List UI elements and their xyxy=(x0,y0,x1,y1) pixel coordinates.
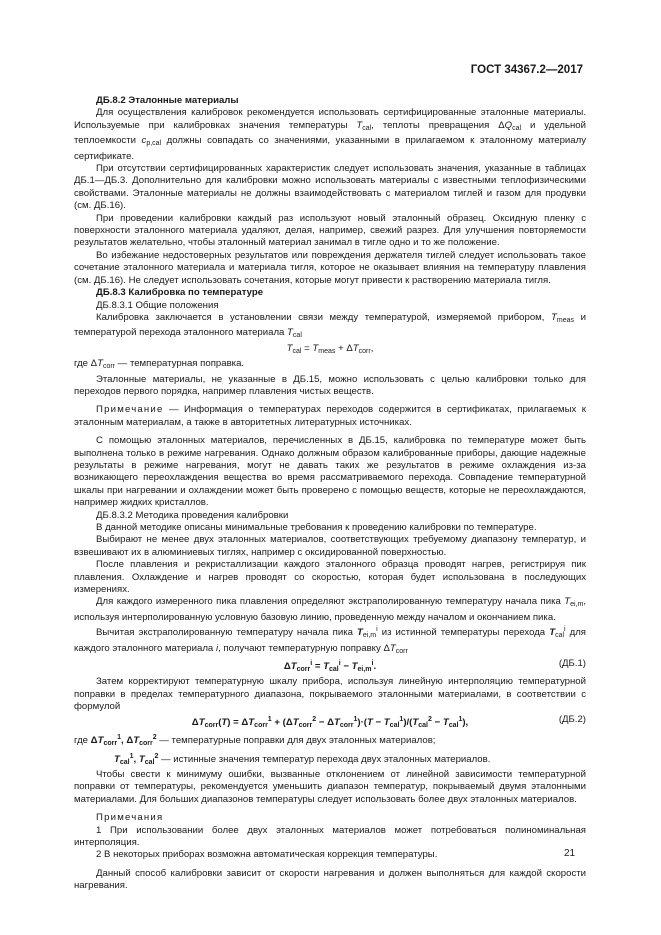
paragraph: Для каждого измеренного пика плавления определяют экстраполированную температуру начала пика $T_{ei,m}$, используя интерполированную условную базовую линию, проведенную между началом и окончанием пика. xyxy=(74,596,586,623)
paragraph: После плавления и рекристаллизации каждого эталонного образца проводят нагрев, регистрируя пик плавления. Охлаждение и нагрев проводят со скоростью, которая будет использована в последующих измерениях. xyxy=(74,559,586,596)
paragraph: Вычитая экстраполированную температуру начала пика $T_{ei,m}^i$ из истинной температуры перехода $T_{cal}^i$ для каждого эталонного материала i, получают температурную поправку $\Delta T_{corr}$ xyxy=(74,626,587,655)
equation: $T_{cal} = T_{meas} + \Delta T_{corr}$, xyxy=(286,342,374,355)
where-clause: где $\Delta T_{corr}$ — температурная поправка. xyxy=(74,358,245,371)
note-item: 2 В некоторых приборах возможна автоматическая коррекция температуры. xyxy=(96,849,438,861)
where-clause: где $\Delta T_{corr}^1$, $\Delta T_{corr}^2$ — температурные поправки для двух эталонных материалов; xyxy=(74,734,436,748)
equation-db1: $\Delta T_{corr}^i = T_{cal}^i - T_{ei,m}^i$. (ДБ.1) xyxy=(283,658,586,674)
paragraph: Для осуществления калибровок рекомендуется использовать сертифицированные эталонные материалы. Используемые при калибровках значения температуры $T_{cal}$, теплоты превращения $\Delta Q_{cal}$ и удельной теплоемкости $c_{p,cal}$ должны совпадать со значениями, указанными в прилагаемом к эталонному материалу сертификате. xyxy=(74,107,586,162)
page-content xyxy=(74,95,586,893)
paragraph: Чтобы свести к минимуму ошибки, вызванные отклонением от линейной зависимости температурной поправки от температуры, рекомендуется уменьшить диапазон температур, покрываемый двумя эталонными материалами. Для больших диапазонов температуры следует использовать более двух эталонных материалов. xyxy=(74,768,586,805)
paragraph: Калибровка заключается в установлении связи между температурой, измеряемой прибором, $T_{meas}$ и температурой перехода эталонного материала $T_{cal}$ xyxy=(74,311,587,340)
notes-label: Примечания xyxy=(96,812,164,824)
subsection-title: ДБ.8.3.2 Методика проведения калибровки xyxy=(96,509,289,521)
subsection-title: ДБ.8.3.1 Общие положения xyxy=(96,299,219,311)
paragraph: При отсутствии сертифицированных характеристик следует использовать значения, указанные в таблицах ДБ.1—ДБ.3. Дополнительно для калибровки можно использовать материалы с известными теплофизическими свойствами. Эталонные материалы не должны взаимодействовать с материалом тиглей и газом для продувки (см. ДБ.16). xyxy=(74,163,586,212)
equation-number: (ДБ.1) xyxy=(558,658,586,670)
page-number: 21 xyxy=(564,848,576,859)
note-item: 1 При использовании более двух эталонных материалов может потребоваться полиноминальная интерполяция. xyxy=(74,824,586,848)
paragraph: При проведении калибровки каждый раз используют новый эталонный образец. Оксидную пленку с поверхности эталонного материала удаляют, делая, например, свежий разрез. Для улучшения повторяемости результатов желательно, чтобы эталонный материал занимал в тигле одно и то же положение. xyxy=(74,212,586,249)
paragraph: Данный способ калибровки зависит от скорости нагревания и должен выполняться для каждой скорости нагревания. xyxy=(74,867,586,892)
paragraph: Затем корректируют температурную шкалу прибора, используя линейную интерполяцию температурной поправки в пределах температурного диапазона, покрываемого эталонными материалами, в соответствии с формулой xyxy=(74,676,586,713)
paragraph: Выбирают не менее двух эталонных материалов, соответствующих требуемому диапазону температур, и взвешивают их в алюминиевых тиглях, например с оксидированной поверхностью. xyxy=(74,534,586,558)
equation-db2: $\Delta T_{corr}(T) = \Delta T_{corr}^1 + (\Delta T_{corr}^2 - \Delta T_{corr}^1)\cdot(T - T_{cal}^1)/(T_{cal}^2 - T_{cal}^1)$, (ДБ.2) xyxy=(191,713,586,729)
section-title: ДБ.8.3 Калибровка по температуре xyxy=(96,287,264,299)
note: Примечание — Информация о температурах переходов содержится в сертификатах, прилагаемых к эталонным материалам, а также в авторитетных литературных источниках. xyxy=(74,404,586,428)
section-title: ДБ.8.2 Эталонные материалы xyxy=(96,95,239,106)
equation-number: (ДБ.2) xyxy=(558,713,586,725)
paragraph: Эталонные материалы, не указанные в ДБ.15, можно использовать с целью калибровки только для переходов первого порядка, например плавления чистых веществ. xyxy=(74,373,586,397)
paragraph: Во избежание недостоверных результатов или повреждения держателя тиглей следует использовать такое сочетание эталонного материала и материала тигля, которое не оказывает влияния на температуру плавления (см. ДБ.16). Не следует использовать сочетания, которые могут привести к растворению материала тигля. xyxy=(74,249,586,286)
standard-header: ГОСТ 34367.2—2017 xyxy=(470,64,583,76)
paragraph: В данной методике описаны минимальные требования к проведению калибровки по температуре. xyxy=(96,522,537,533)
where-clause: $T_{cal}^1$, $T_{cal}^2$ — истинные значения температур перехода двух эталонных материалов. xyxy=(114,752,491,766)
paragraph: С помощью эталонных материалов, перечисленных в ДБ.15, калибровка по температуре может быть выполнена только в режиме нагревания. Однако должным образом калиброванные приборы, дающие надежные результаты в режиме нагревания, могут не давать таких же результатов в режиме охлаждения из-за возникающего переохлаждения вещества во время рассматриваемого перехода. Совпадение температурной шкалы при нагревании и охлаждении может быть проверено с помощью веществ, которые не переохлаждаются, например жидких кристаллов. xyxy=(74,435,586,509)
